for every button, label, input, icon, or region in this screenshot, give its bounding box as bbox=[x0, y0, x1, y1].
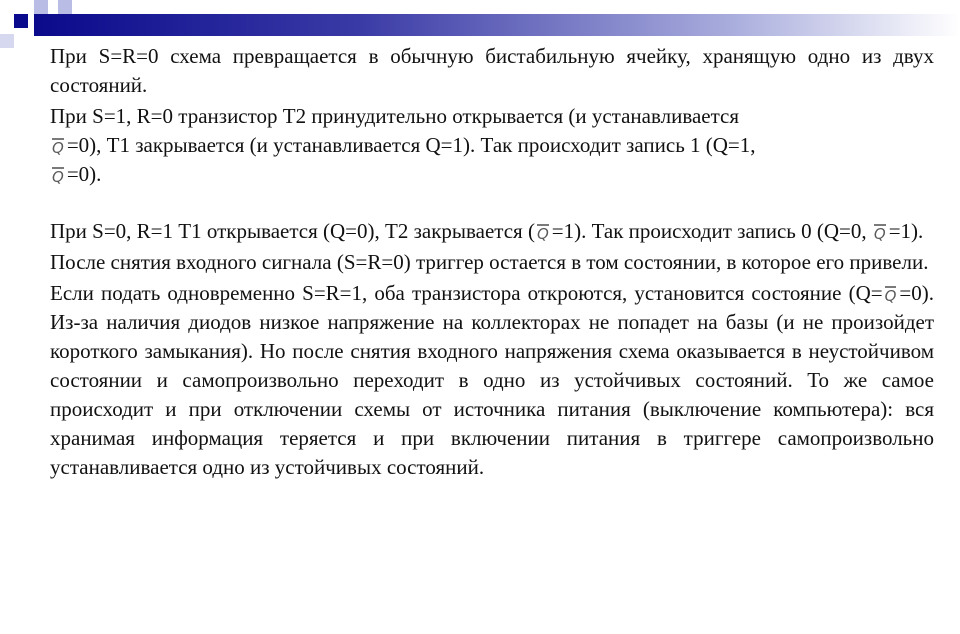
paragraph-1 bbox=[50, 42, 934, 100]
paragraph-3-text-c: =1). bbox=[888, 219, 924, 243]
paragraph-5 bbox=[50, 279, 934, 482]
corner-square-light-2 bbox=[58, 0, 72, 14]
paragraph-5-text-a: Если подать одновременно S=R=1, оба транзистора откроются, установится состояние (Q= bbox=[50, 281, 883, 305]
paragraph-2-text-a: При S=1, R=0 транзистор Т2 принудительно открывается (и устанавливается bbox=[50, 104, 740, 128]
q-bar-symbol: Q bbox=[52, 139, 64, 157]
paragraph-3-text-b: =1). Так происходит запись 0 (Q=0, bbox=[551, 219, 867, 243]
paragraph-2-text-b: =0), Т1 закрывается (и устанавливается Q=1). Так происходит запись 1 (Q=1, bbox=[66, 133, 756, 157]
paragraph-4 bbox=[50, 248, 934, 277]
slide-body bbox=[50, 42, 934, 482]
corner-square-pale-1 bbox=[0, 34, 14, 48]
q-bar-symbol: Q bbox=[884, 287, 897, 305]
paragraph-5-text-b: =0). Из-за наличия диодов низкое напряжение на коллекторах не попадет на базы (и не произойдет короткого замыкания). Но после снятия входного напряжения схема оказывается в неустойчивом состоянии и самопроизвольно переходит в одно из устойчивых состояний. То же самое происходит и при отключении схемы от источника питания (выключение компьютера): вся хранимая информация теряется и при включении питания в триггере самопроизвольно устанавливается одно из устойчивых состояний. bbox=[50, 281, 934, 479]
paragraph-2-text-c: =0). bbox=[66, 162, 102, 186]
q-bar-symbol: Q bbox=[873, 225, 886, 243]
corner-square-light-1 bbox=[34, 0, 48, 14]
corner-square-dark-1 bbox=[14, 14, 28, 28]
paragraph-2 bbox=[50, 102, 934, 189]
paragraph-4-text: После снятия входного сигнала (S=R=0) триггер остается в том состоянии, в которое его привели. bbox=[50, 250, 929, 274]
paragraph-3-text-a: При S=0, R=1 Т1 открывается (Q=0), Т2 закрывается ( bbox=[50, 219, 535, 243]
paragraph-1-text: При S=R=0 схема превращается в обычную бистабильную ячейку, хранящую одно из двух состояний. bbox=[50, 44, 934, 97]
paragraph-3 bbox=[50, 217, 934, 246]
header-gradient-bar bbox=[34, 14, 960, 36]
q-bar-symbol: Q bbox=[536, 225, 549, 243]
paragraph-spacer bbox=[50, 189, 934, 217]
q-bar-symbol: Q bbox=[52, 168, 64, 186]
